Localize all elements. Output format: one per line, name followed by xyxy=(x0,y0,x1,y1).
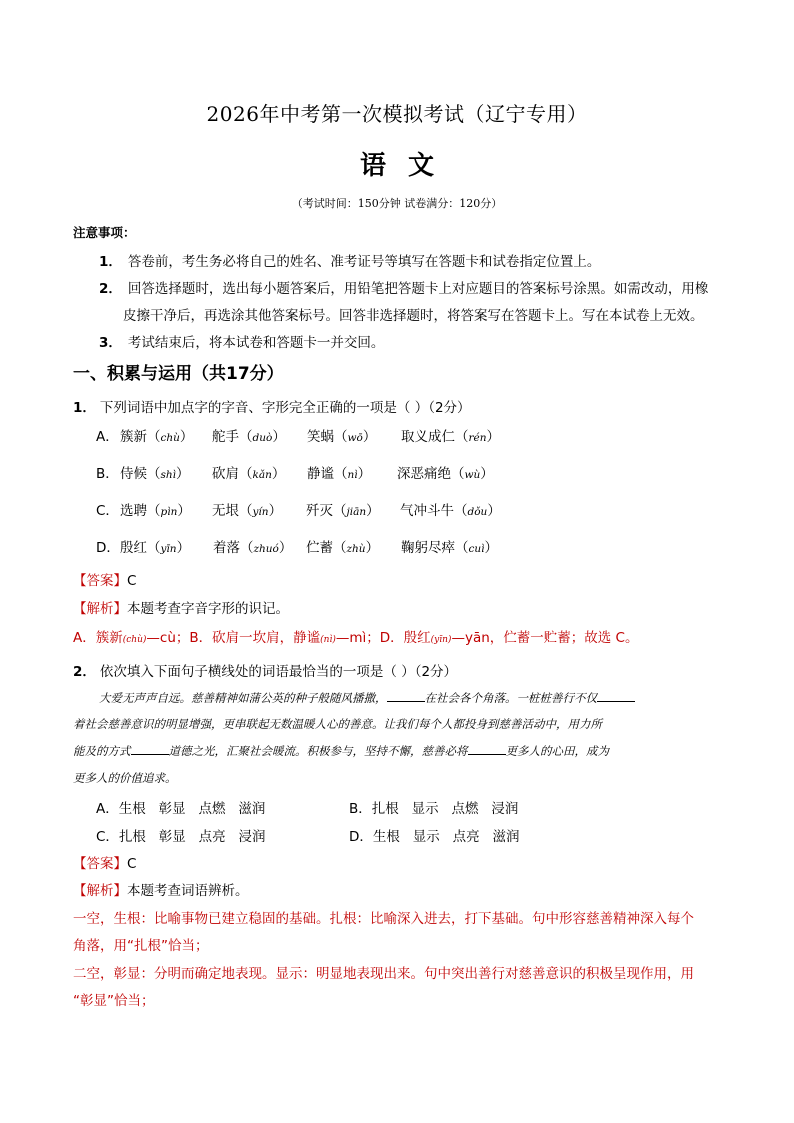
option-word: 簇新（chù） xyxy=(120,429,194,445)
answer-label: 【答案】 xyxy=(73,856,127,872)
analysis-label: 【解析】 xyxy=(73,883,127,899)
fill-blank xyxy=(597,691,635,702)
answer-value: C xyxy=(127,573,137,589)
option-word: 鞠躬尽瘁（cuì） xyxy=(401,540,499,556)
option-word: 舵手（duò） xyxy=(212,429,286,445)
option-a: A．生根 彰显 点燃 滋润 xyxy=(96,801,266,817)
fill-blank xyxy=(468,744,506,755)
option-word: 砍肩（kǎn） xyxy=(212,466,286,482)
option-letter: C． xyxy=(96,503,119,519)
option-word: 选聘（pìn） xyxy=(120,503,191,519)
analysis-text: 本题考查字音字形的识记。 xyxy=(127,601,289,617)
option-b: B．扎根 显示 点燃 浸润 xyxy=(349,801,519,817)
option-d: D．生根 显示 点亮 滋润 xyxy=(349,829,520,845)
option-word: 深恶痛绝（wù） xyxy=(397,466,494,482)
option-word: 着落（zhuó） xyxy=(213,540,293,556)
notice-text: 回答选择题时，选出每小题答案后，用铅笔把答题卡上对应题目的答案标号涂黑。如需改动，用橡 xyxy=(127,281,709,297)
answer-line xyxy=(73,569,136,589)
question-number: 1． xyxy=(73,400,96,416)
notice-number: 3． xyxy=(99,335,122,351)
analysis-detail: 一空，生根：比喻事物已建立稳固的基础。扎根：比喻深入进去，打下基础。句中形容慈善精神深入每个 xyxy=(73,911,694,927)
passage-line: 更多人的价值追求。 xyxy=(73,771,177,785)
notice-heading: 注意事项： xyxy=(73,225,136,240)
option-letter: D． xyxy=(96,540,120,556)
question-text: 依次填入下面句子横线处的词语最恰当的一项是（ ）（2分） xyxy=(99,664,458,680)
option-letter: B． xyxy=(96,466,119,482)
analysis-detail: 角落，用“扎根”恰当； xyxy=(73,938,209,954)
analysis-label: 【解析】 xyxy=(73,601,127,617)
notice-number: 1． xyxy=(99,254,122,270)
subject-title: 语文 xyxy=(359,151,456,181)
option-word: 静谧（nì） xyxy=(307,466,372,482)
option-word: 殷红（yīn） xyxy=(120,540,191,556)
notice-item xyxy=(99,331,384,351)
notice-text: 考试结束后，将本试卷和答题卡一并交回。 xyxy=(127,335,385,351)
answer-label: 【答案】 xyxy=(73,573,127,589)
question-number: 2． xyxy=(73,664,96,680)
option-word: 无垠（yín） xyxy=(212,503,283,519)
option-word: 歼灭（jiān） xyxy=(306,503,380,519)
analysis-detail: “彰显”恰当； xyxy=(73,993,155,1009)
fill-blank xyxy=(387,691,425,702)
analysis-detail: A．簇新(chù)—cù；B．砍肩一坎肩，静谧(nì)—mì；D．殷红(yīn)—yān，伫蓄一贮蓄；故选 C。 xyxy=(73,630,639,646)
option-c: C．扎根 彰显 点亮 浸润 xyxy=(96,829,266,845)
notice-text-continued: 皮擦干净后，再选涂其他答案标号。回答非选择题时，将答案写在答题卡上。写在本试卷上无效。 xyxy=(123,308,704,324)
time-info: （考试时间：150分钟 试卷满分：120分） xyxy=(291,197,503,210)
analysis-detail: 二空，彰显：分明而确定地表现。显示：明显地表现出来。句中突出善行对慈善意识的积极呈现作用，用 xyxy=(73,966,694,982)
question-1-stem xyxy=(73,396,471,416)
fill-blank xyxy=(131,744,169,755)
answer-line xyxy=(73,852,136,872)
option-word: 侍候（shì） xyxy=(120,466,190,482)
analysis-text: 本题考查词语辨析。 xyxy=(127,883,249,899)
option-word: 笑蜗（wō） xyxy=(307,429,377,445)
option-word: 伫蓄（zhù） xyxy=(306,540,380,556)
analysis-line xyxy=(73,597,289,617)
passage-line: 着社会慈善意识的明显增强，更串联起无数温暖人心的善意。让我们每个人都投身到慈善活动中，用力所 xyxy=(73,717,602,731)
section-heading: 一、积累与运用（共17分） xyxy=(73,364,284,384)
exam-title: 2026年中考第一次模拟考试（辽宁专用） xyxy=(206,102,588,126)
passage-line: 大爱无声声自远。慈善精神如蒲公英的种子般随风播撒， 在社会各个角落。一桩桩善行不仅 xyxy=(99,690,635,706)
notice-number: 2． xyxy=(99,281,122,297)
analysis-line xyxy=(73,879,249,899)
answer-value: C xyxy=(127,856,137,872)
option-word: 取义成仁（rén） xyxy=(401,429,500,445)
passage-line: 能及的方式 道德之光，汇聚社会暖流。积极参与，坚持不懈，慈善必将 更多人的心田，成为 xyxy=(73,744,609,758)
option-letter: A． xyxy=(96,429,119,445)
notice-item xyxy=(99,250,600,270)
notice-text: 答卷前，考生务必将自己的姓名、准考证号等填写在答题卡和试卷指定位置上。 xyxy=(127,254,601,270)
option-word: 气冲斗牛（dǒu） xyxy=(400,503,501,519)
question-2-stem xyxy=(73,660,457,680)
question-text: 下列词语中加点字的字音、字形完全正确的一项是（ ）（2分） xyxy=(99,400,471,416)
notice-item xyxy=(99,277,708,297)
